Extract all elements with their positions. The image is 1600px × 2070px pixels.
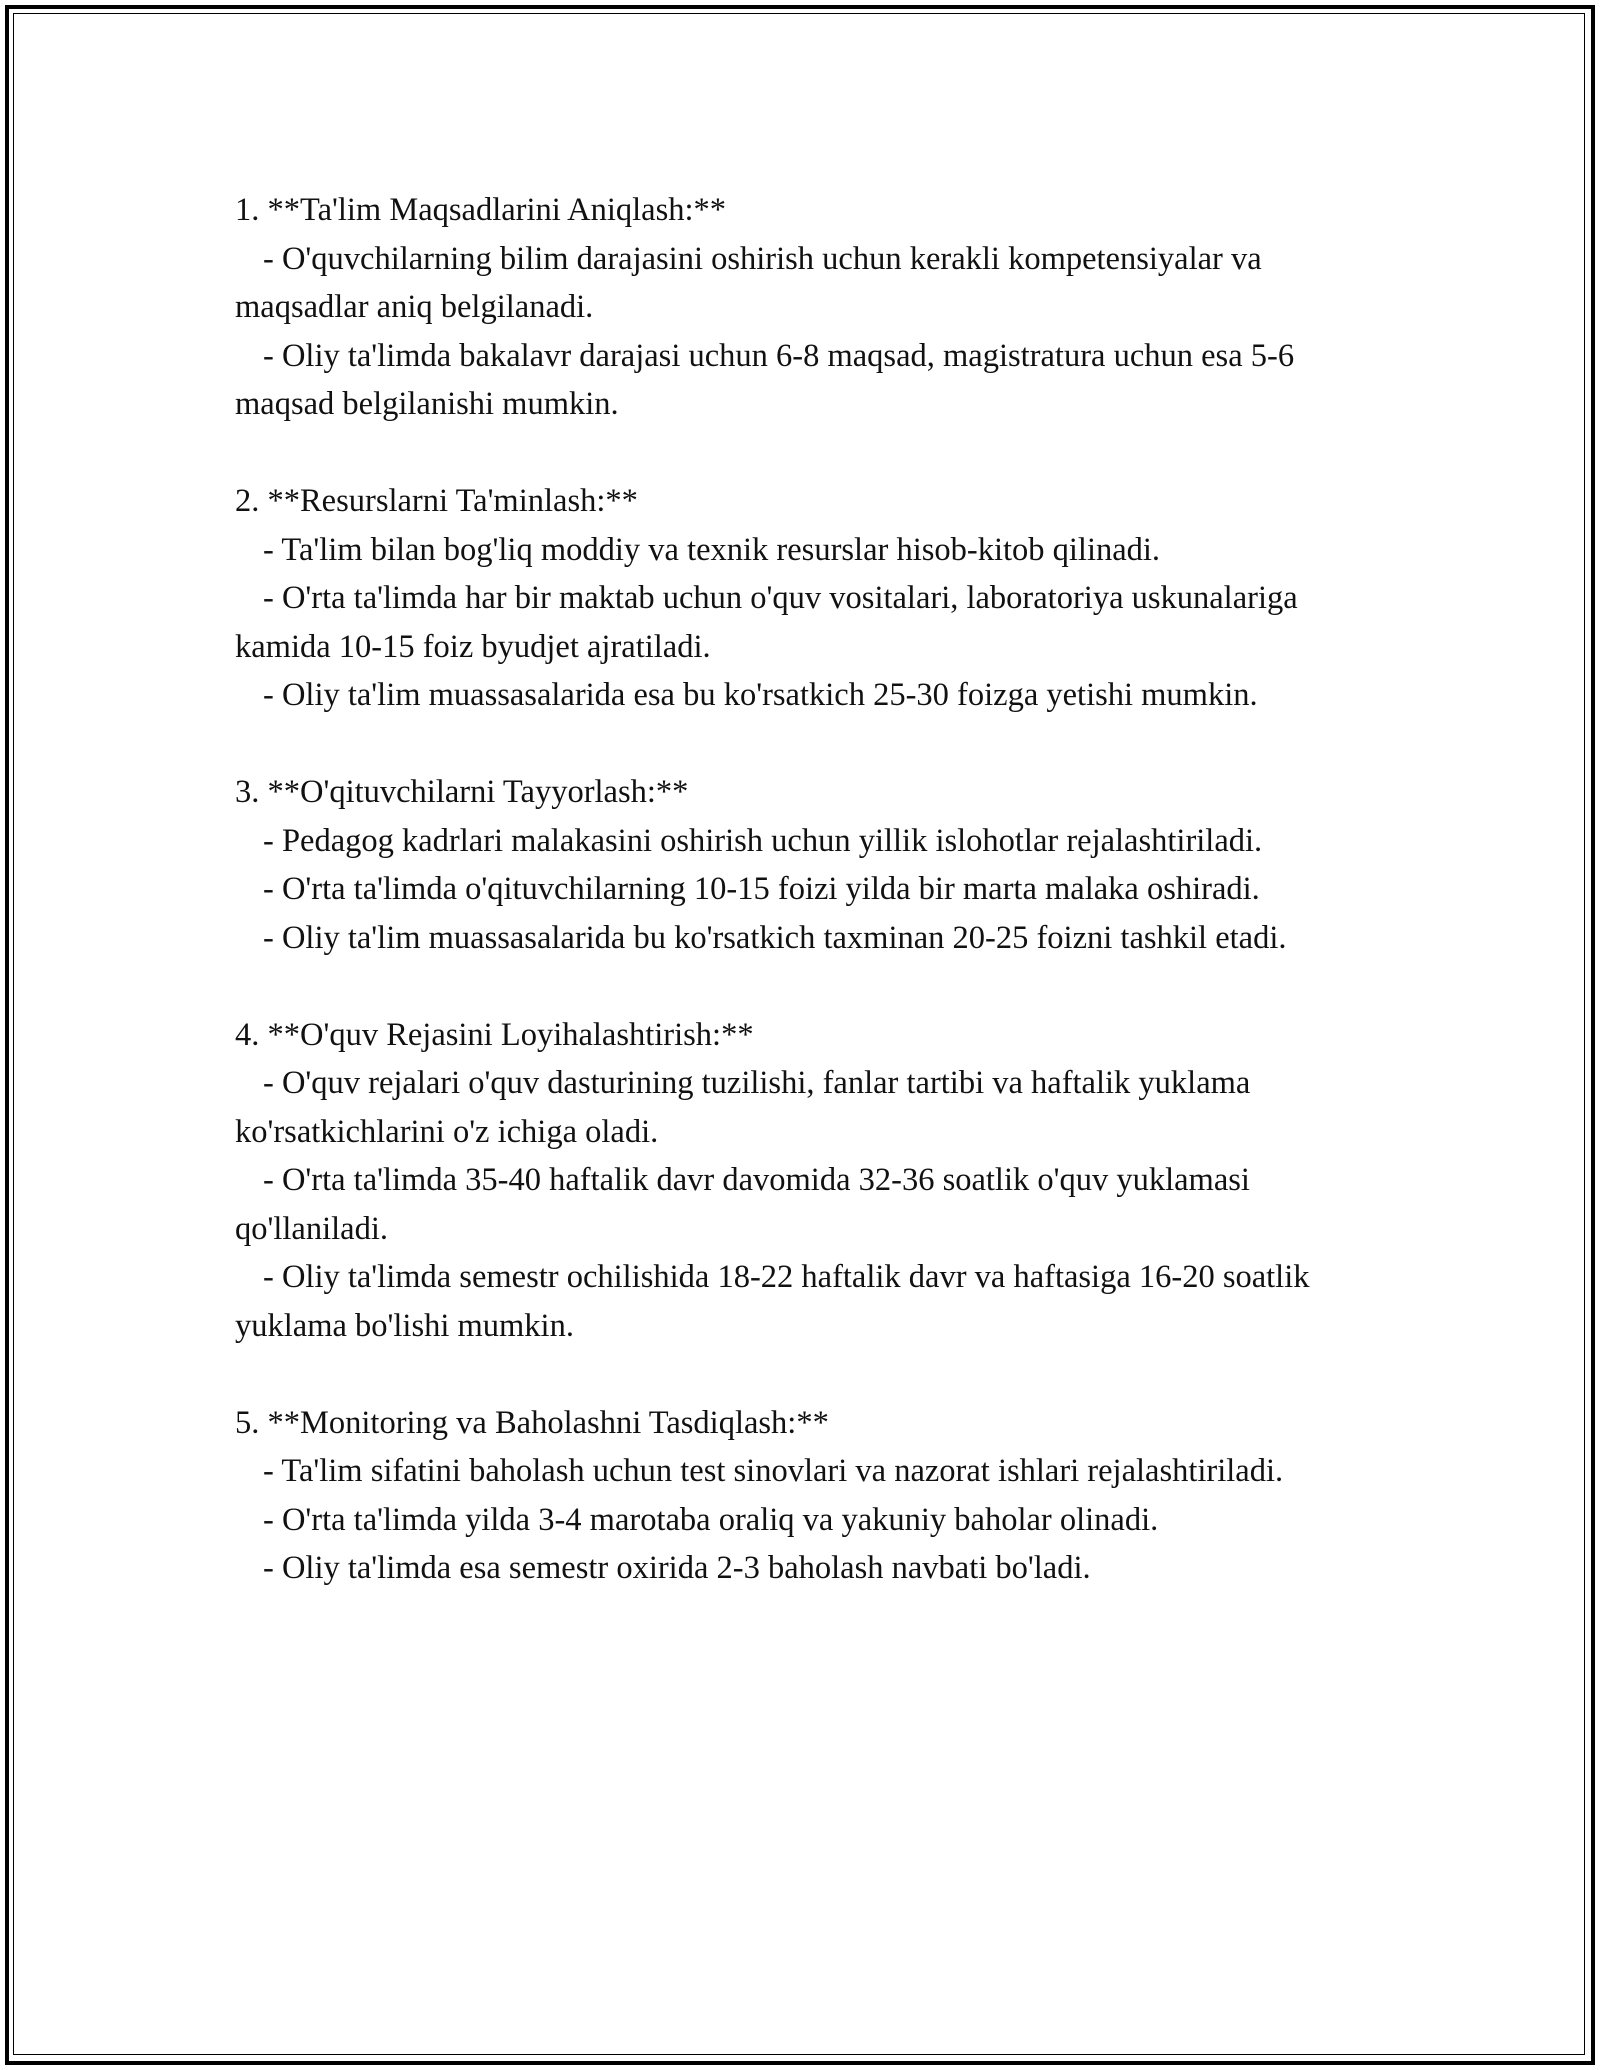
document-body: [235, 186, 1365, 1593]
list-item: - O'quvchilarning bilim darajasini oshirish uchun kerakli kompetensiyalar va maqsadlar aniq belgilanadi.: [235, 240, 1270, 325]
section-heading: 3. **O'qituvchilarni Tayyorlash:**: [235, 774, 689, 810]
list-item: - Ta'lim bilan bog'liq moddiy va texnik resurslar hisob-kitob qilinadi.: [263, 531, 1161, 568]
section-heading: 1. **Ta'lim Maqsadlarini Aniqlash:**: [235, 192, 727, 228]
section-2: [235, 477, 1365, 720]
list-item: - Oliy ta'limda semestr ochilishida 18-22 haftalik davr va haftasiga 16-20 soatlik yuklama bo'lishi mumkin.: [235, 1259, 1318, 1344]
list-item: - Pedagog kadrlari malakasini oshirish uchun yillik islohotlar rejalashtiriladi.: [263, 822, 1263, 859]
list-item: - O'rta ta'limda yilda 3-4 marotaba oraliq va yakuniy baholar olinadi.: [263, 1501, 1159, 1538]
list-item: - Oliy ta'lim muassasalarida bu ko'rsatkich taxminan 20-25 foizni tashkil etadi.: [263, 919, 1287, 956]
list-item: - Ta'lim sifatini baholash uchun test sinovlari va nazorat ishlari rejalashtiriladi.: [263, 1453, 1284, 1489]
list-item: - Oliy ta'limda esa semestr oxirida 2-3 baholash navbati bo'ladi.: [263, 1550, 1091, 1586]
section-4: [235, 1011, 1365, 1351]
section-1: [235, 186, 1365, 429]
section-heading: 2. **Resurslarni Ta'minlash:**: [235, 483, 638, 519]
section-3: [235, 768, 1365, 962]
list-item: - O'quv rejalari o'quv dasturining tuzilishi, fanlar tartibi va haftalik yuklama ko'rsatkichlarini o'z ichiga oladi.: [235, 1065, 1259, 1150]
list-item: - Oliy ta'lim muassasalarida esa bu ko'rsatkich 25-30 foizga yetishi mumkin.: [263, 677, 1258, 713]
list-item: - O'rta ta'limda o'qituvchilarning 10-15 foizi yilda bir marta malaka oshiradi.: [263, 871, 1260, 907]
list-item: - O'rta ta'limda 35-40 haftalik davr davomida 32-36 soatlik o'quv yuklamasi qo'llaniladi.: [235, 1162, 1259, 1247]
section-5: [235, 1399, 1365, 1593]
list-item: - O'rta ta'limda har bir maktab uchun o'quv vositalari, laboratoriya uskunalariga kamida 10-15 foiz byudjet ajratiladi.: [235, 580, 1306, 665]
list-item: - Oliy ta'limda bakalavr darajasi uchun 6-8 maqsad, magistratura uchun esa 5-6 maqsad belgilanishi mumkin.: [235, 337, 1303, 422]
section-heading: 4. **O'quv Rejasini Loyihalashtirish:**: [235, 1016, 754, 1053]
section-heading: 5. **Monitoring va Baholashni Tasdiqlash:**: [235, 1404, 829, 1441]
